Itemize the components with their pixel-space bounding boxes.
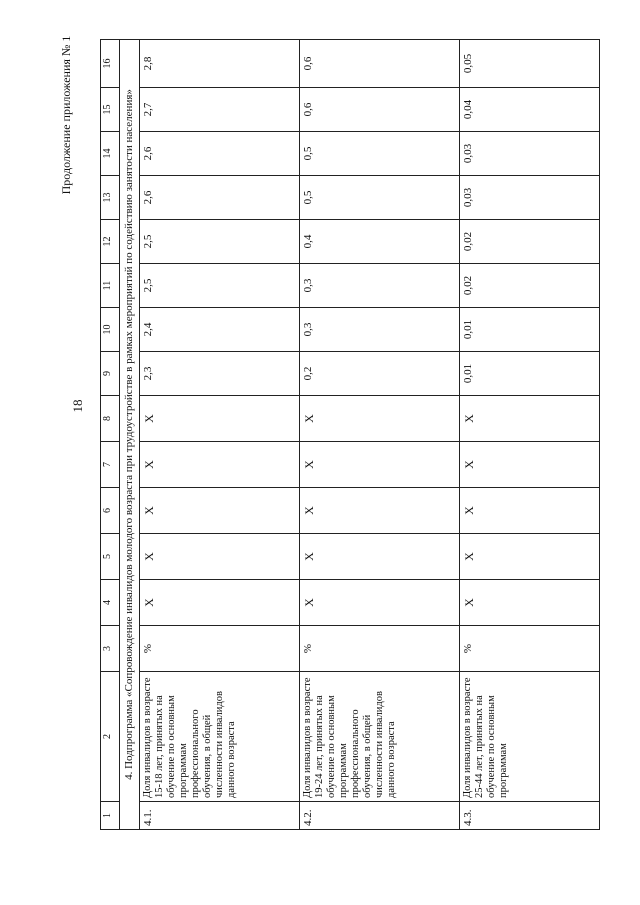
value-cell: Х xyxy=(140,580,300,626)
value-cell: 0,02 xyxy=(460,264,600,308)
value-cell: 0,5 xyxy=(300,176,460,220)
value-cell: Х xyxy=(140,488,300,534)
value-cell: Х xyxy=(460,534,600,580)
value-cell: Х xyxy=(300,442,460,488)
unit-cell: % xyxy=(460,626,600,672)
column-number-cell: 10 xyxy=(101,308,120,352)
indicators-table xyxy=(100,39,600,830)
column-number-cell: 8 xyxy=(101,396,120,442)
row-number: 4.2. xyxy=(300,802,460,830)
value-cell: 0,03 xyxy=(460,176,600,220)
value-cell: Х xyxy=(460,396,600,442)
column-number-cell: 13 xyxy=(101,176,120,220)
column-number-cell: 11 xyxy=(101,264,120,308)
value-cell: 0,5 xyxy=(300,132,460,176)
column-number-cell: 15 xyxy=(101,88,120,132)
column-number-cell: 2 xyxy=(101,672,120,802)
indicator-name: Доля инвалидов в возрасте 25-44 лет, принятых на обучение по основным программам xyxy=(460,672,600,802)
value-cell: 2,8 xyxy=(140,40,300,88)
unit-cell: % xyxy=(300,626,460,672)
value-cell: 0,6 xyxy=(300,40,460,88)
value-cell: 0,03 xyxy=(460,132,600,176)
value-cell: 0,05 xyxy=(460,40,600,88)
row-number: 4.1. xyxy=(140,802,300,830)
value-cell: 2,7 xyxy=(140,88,300,132)
column-number-cell: 1 xyxy=(101,802,120,830)
value-cell: 2,6 xyxy=(140,176,300,220)
appendix-continuation-note: Продолжение приложения № 1 xyxy=(59,35,73,195)
column-number-cell: 4 xyxy=(101,580,120,626)
value-cell: Х xyxy=(140,396,300,442)
value-cell: Х xyxy=(300,534,460,580)
value-cell: Х xyxy=(140,442,300,488)
value-cell: 0,02 xyxy=(460,220,600,264)
table-row xyxy=(460,40,600,830)
rotated-table-container xyxy=(100,40,510,830)
section-row xyxy=(120,40,140,830)
value-cell: 0,01 xyxy=(460,308,600,352)
column-number-cell: 12 xyxy=(101,220,120,264)
column-number-cell: 9 xyxy=(101,352,120,396)
value-cell: Х xyxy=(300,488,460,534)
table-row xyxy=(300,40,460,830)
column-number-row xyxy=(101,40,120,830)
indicator-name: Доля инвалидов в возрасте 19-24 лет, принятых на обучение по основным программам профессионального обучения, в общей численности инвалидов данного возраста xyxy=(300,672,460,802)
value-cell: Х xyxy=(300,580,460,626)
value-cell: 0,3 xyxy=(300,264,460,308)
value-cell: 2,3 xyxy=(140,352,300,396)
column-number-cell: 3 xyxy=(101,626,120,672)
unit-cell: % xyxy=(140,626,300,672)
value-cell: 0,6 xyxy=(300,88,460,132)
column-number-cell: 5 xyxy=(101,534,120,580)
column-number-cell: 6 xyxy=(101,488,120,534)
value-cell: Х xyxy=(140,534,300,580)
value-cell: 2,5 xyxy=(140,220,300,264)
row-number: 4.3. xyxy=(460,802,600,830)
value-cell: 0,01 xyxy=(460,352,600,396)
value-cell: 0,2 xyxy=(300,352,460,396)
value-cell: Х xyxy=(460,442,600,488)
column-number-cell: 14 xyxy=(101,132,120,176)
section-title: 4. Подпрограмма «Сопровождение инвалидов молодого возраста при трудоустройстве в рамках мероприятий по содействию занятости населения» xyxy=(120,40,140,830)
column-number-cell: 7 xyxy=(101,442,120,488)
column-number-cell: 16 xyxy=(101,40,120,88)
table-row xyxy=(140,40,300,830)
indicator-name: Доля инвалидов в возрасте 15-18 лет, принятых на обучение по основным программам профессионального обучения, в общей численности инвалидов данного возраста xyxy=(140,672,300,802)
value-cell: 0,3 xyxy=(300,308,460,352)
value-cell: 0,04 xyxy=(460,88,600,132)
value-cell: 2,6 xyxy=(140,132,300,176)
value-cell: Х xyxy=(460,488,600,534)
value-cell: 2,4 xyxy=(140,308,300,352)
value-cell: Х xyxy=(460,580,600,626)
value-cell: 2,5 xyxy=(140,264,300,308)
page-number: 18 xyxy=(70,399,85,413)
value-cell: 0,4 xyxy=(300,220,460,264)
value-cell: Х xyxy=(300,396,460,442)
